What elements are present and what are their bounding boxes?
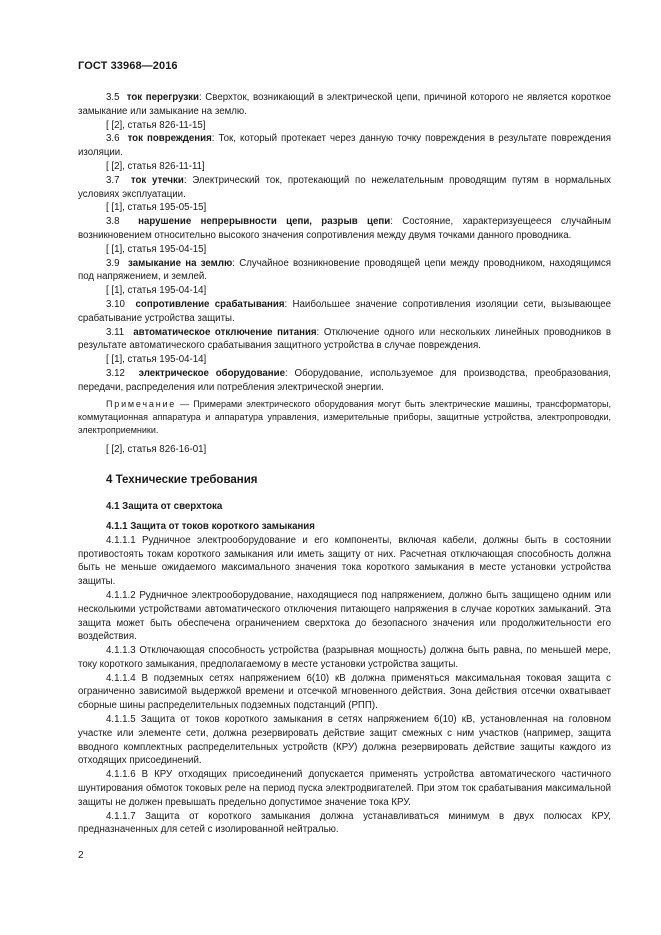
term: замыкание на землю bbox=[128, 257, 233, 269]
document-body bbox=[78, 91, 611, 837]
paragraph-4-1-1-2: 4.1.1.2 Рудничное электрооборудование, находящиеся под напряжением, должно быть защищено одним или несколькими устройствами автоматического отключения питающего напряжения в случае коротких замыканий. Эта защита может быть обеспечена ограничением сверхтока до безопасного значения или продолжительности его воздействия. bbox=[78, 589, 611, 643]
definition-ref: [ [1], статья 195-04-14] bbox=[106, 354, 207, 366]
term: сопротивление срабатывания bbox=[135, 298, 285, 310]
definition-3-11: 3.11 автоматическое отключение питания: Отключение одного или нескольких линейных проводников в результате автоматического срабатывания защитного устройства в случае повреждения. bbox=[78, 326, 611, 352]
definition-ref: [ [1], статья 195-05-15] bbox=[106, 202, 207, 214]
definition-ref: [ [1], статья 195-04-15] bbox=[106, 243, 207, 255]
term: ток перегрузки bbox=[126, 92, 199, 103]
definition-3-6: 3.6 ток повреждения: Ток, который протекает через данную точку повреждения в результате повреждения изоляции. bbox=[78, 133, 612, 159]
paragraph-4-1-1-5: 4.1.1.5 Защита от токов короткого замыкания в сетях напряжением 6(10) кВ, установленная на головном участке или элементе сети, должна резервировать действие защит смежных с ним участков (например, защита вводного комплектных распределительных устройств (КРУ) должна резервировать действие защиты каждого из отходящих присоединений. bbox=[78, 714, 611, 767]
definition-3-7: 3.7 ток утечки: Электрический ток, протекающий по нежелательным проводящим путям в нормальных условиях эксплуатации. bbox=[78, 174, 612, 200]
definition-3-10: 3.10 сопротивление срабатывания: Наибольшее значение сопротивления изоляции сети, вызывающее срабатывание устройства защиты. bbox=[78, 298, 611, 324]
document-header: ГОСТ 33968—2016 bbox=[78, 60, 178, 72]
paragraph-4-1-1-3: 4.1.1.3 Отключающая способность устройства (разрывная мощность) должна быть равна, по меньшей мере, току короткого замыкания, предполагаемому в месте установки устройства защиты. bbox=[78, 645, 611, 670]
note-label: Примечание bbox=[106, 398, 177, 409]
term: нарушение непрерывности цепи, разрыв цепи bbox=[138, 216, 391, 228]
paragraph-4-1-1-1: 4.1.1.1 Рудничное электрооборудование и его компоненты, включая кабели, должны быть в состоянии противостоять токам короткого замыкания или иметь защиту от них. Расчетная отключающая способность должна быть не меньше ожидаемого максимального значения тока короткого замыкания в месте установки устройства защиты. bbox=[78, 534, 611, 588]
definition-3-12: 3.12 электрическое оборудование: Оборудование, используемое для производства, преобразования, передачи, распределения или потребления электрической энергии. bbox=[78, 367, 611, 393]
subsection-title: 4.1 Защита от сверхтока bbox=[106, 501, 223, 513]
paragraph-4-1-1-7: 4.1.1.7 Защита от короткого замыкания должна устанавливаться минимум в двух полюсах КРУ, предназначенных для сетей с изолированной нейтралью. bbox=[78, 810, 611, 836]
definition-ref: [ [1], статья 195-04-14] bbox=[106, 285, 207, 297]
term: ток утечки bbox=[130, 174, 184, 186]
note-ref: [ [2], статья 826-16-01] bbox=[106, 443, 207, 455]
definition-ref: [ [2], статья 826-11-11] bbox=[106, 160, 205, 172]
definition-3-5: 3.5 ток перегрузки: Сверхток, возникающий в электрической цепи, причиной которого не является короткое замыкание или замыкание на землю. bbox=[78, 92, 611, 117]
definition-3-8: 3.8 нарушение непрерывности цепи, разрыв цепи: Состояние, характеризуещееся случайным возникновением относительно высокого значения сопротивления между двумя точками данного проводника. bbox=[78, 216, 611, 241]
section-title: 4 Технические требования bbox=[106, 474, 258, 487]
subsubsection-title: 4.1.1 Защита от токов короткого замыкания bbox=[106, 520, 315, 532]
paragraph-4-1-1-4: 4.1.1.4 В подземных сетях напряжением 6(10) кВ должна применяться максимальная токовая защита с ограниченно зависимой выдержкой времени и отсечкой мгновенного действия. Зона действия отсечки охватывает сборные шины распределительных подземных подстанций (РПП). bbox=[78, 672, 611, 712]
note: Примечание — Примерами электрического оборудования могут быть электрические машины, трансформаторы, коммутационная аппаратура и аппаратура управления, измерительные приборы, защитные устройства, электропроводки, электроприемники. bbox=[78, 398, 611, 435]
term: ток повреждения bbox=[127, 133, 212, 145]
term: электрическое оборудование bbox=[138, 367, 285, 379]
term: автоматическое отключение питания bbox=[133, 326, 317, 338]
paragraph-4-1-1-6: 4.1.1.6 В КРУ отходящих присоединений допускается применять устройства автоматического частичного шунтирования обмоток токовых реле на период пуска электродвигателей. При этом ток срабатывания максимальной защиты не должен превышать предельно допустимое значение тока КРУ. bbox=[78, 769, 611, 808]
definition-ref: [ [2], статья 826-11-15] bbox=[106, 119, 206, 131]
definition-3-9: 3.9 замыкание на землю: Случайное возникновение проводящей цепи между проводником, находящимся под напряжением, и землей. bbox=[78, 257, 611, 283]
page-number: 2 bbox=[78, 850, 84, 861]
